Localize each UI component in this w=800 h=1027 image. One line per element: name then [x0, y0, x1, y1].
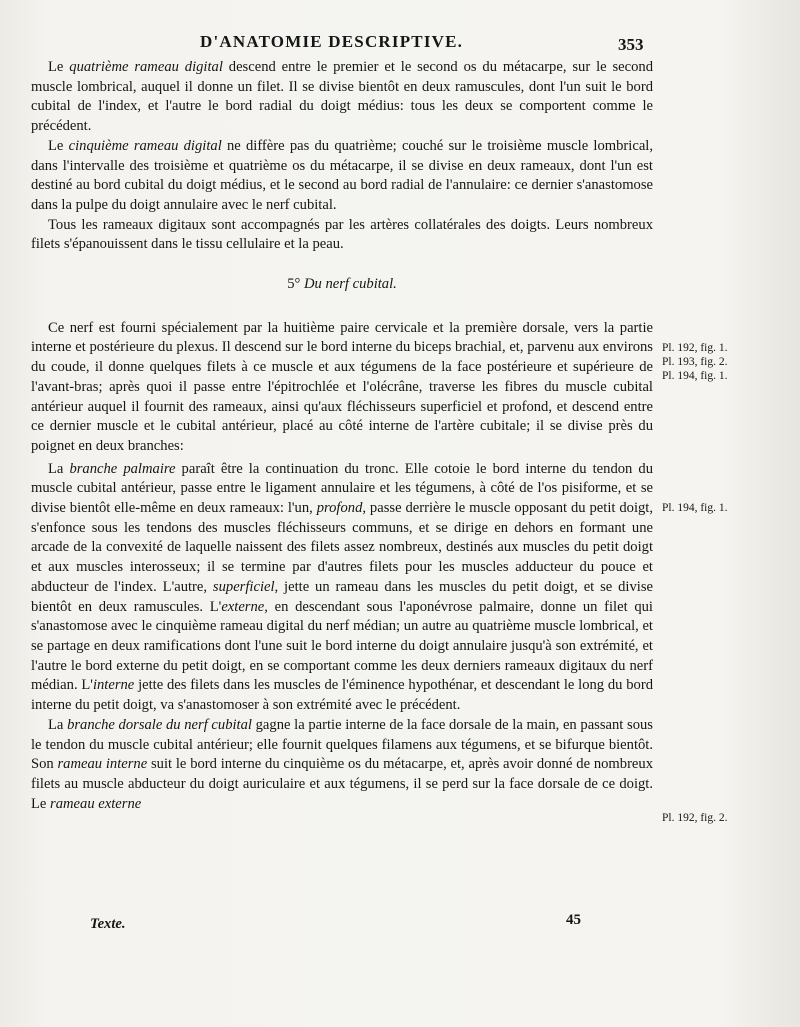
- term-rameau-interne: rameau interne: [57, 756, 148, 773]
- paragraph-cinquieme-rameau: Le cinquième rameau digital ne diffère pas du quatrième; couché sur le troisième muscle lombrical, dans l'intervalle des troisième et quatrième os du métacarpe, il se divise en deux rameaux, dont l'un est destiné au bord cubital du doigt médius, et le second au bord radial de l'annulaire: ce dernier s'anastomose dans la pulpe du doigt annulaire avec le nerf cubital.: [31, 137, 653, 213]
- margin-note: Pl. 194, fig. 1.: [662, 370, 728, 382]
- paragraph-nerf-cubital: Ce nerf est fourni spécialement par la huitième paire cervicale et la première dorsale, vers la partie interne et postérieure du plexus. Il descend sur le bord interne du biceps brachial, et, parvenu aux environs du coude, il donne quelques filets à ce muscle et aux tégumens de la face postérieure et supérieure de l'avant-bras; après quoi il passe entre l'épitrochlée et l'olécrâne, traverse les fibres du muscle cubital antérieur auquel il fournit des rameaux, ainsi qu'aux fléchisseurs superficiel et profond, et descend entre ce dernier muscle et le cubital antérieur, placé au côté interne de l'artère cubitale; il se divise près du poignet en deux branches:: [31, 319, 653, 454]
- term-branche-palmaire: branche palmaire: [69, 460, 176, 477]
- margin-note: Pl. 192, fig. 1.: [662, 342, 728, 354]
- term-interne: interne: [92, 677, 135, 694]
- sheet-number: 45: [566, 912, 581, 928]
- page-number: 353: [618, 35, 644, 54]
- running-head: D'ANATOMIE DESCRIPTIVE.: [200, 32, 464, 51]
- signature-mark: Texte.: [90, 916, 126, 932]
- paragraph-branche-dorsale: La branche dorsale du nerf cubital gagne la partie interne de la face dorsale de la main, en passant sous le tendon du muscle cubital antérieur; elle fournit quelques filamens aux tégumens, et se bifurque bientôt. Son rameau interne suit le bord interne du cinquième os du métacarpe, et, après avoir donné de nombreux filets au muscle abducteur du doigt auriculaire et aux tégumens, il se perd sur la face dorsale de ce doigt. Le rameau externe: [31, 716, 653, 812]
- body-text: [31, 58, 653, 814]
- margin-note: Pl. 194, fig. 1.: [662, 502, 728, 514]
- paragraph-rameaux-digitaux: Tous les rameaux digitaux sont accompagnés par les artères collatérales des doigts. Leurs nombreux filets s'épanouissent dans le tissu cellulaire et la peau.: [31, 216, 653, 253]
- term-quatrieme-rameau: quatrième rameau digital: [69, 59, 223, 75]
- term-rameau-externe: rameau externe: [50, 795, 142, 812]
- term-cinquieme-rameau: cinquième rameau digital: [68, 137, 222, 154]
- margin-note: Pl. 192, fig. 2.: [662, 812, 728, 824]
- section-title: Du nerf cubital.: [303, 276, 397, 293]
- term-profond: profond: [316, 500, 363, 517]
- term-externe: externe: [221, 598, 265, 615]
- paragraph-branche-palmaire: La branche palmaire paraît être la continuation du tronc. Elle cotoie le bord interne du tendon du muscle cubital antérieur, passe entre le ligament annulaire et les tégumens, à côté de l'os pisiforme, et se divise bientôt elle-même en deux rameaux: l'un, profond, passe derrière le muscle opposant du petit doigt, s'enfonce sous les tendons des muscles fléchisseurs communs, et se dirige en dehors en formant une arcade de la convexité de laquelle naissent des filets assez nombreux, destinés aux muscles du petit doigt et aux muscles interosseux; il se termine par d'autres filets pour les muscles adducteur du pouce et abducteur de l'index. L'autre, superficiel, jette un rameau dans les muscles du petit doigt, et se divise bientôt en deux ramuscules. L'externe, en descendant sous l'aponévrose palmaire, donne un filet qui s'anastomose avec le cinquième rameau digital du nerf médian; un autre au quatrième muscle lombrical, et se partage en deux ramifications dont l'une suit le bord interne du doigt annulaire jusqu'à son extrémité, et l'autre le bord externe du petit doigt, en se comportant comme les deux derniers rameaux digitaux du nerf médian. L'interne jette des filets dans les muscles de l'éminence hypothénar, et descendant le long du bord interne du petit doigt, va s'anastomoser à son extrémité avec le précédent.: [31, 460, 654, 714]
- term-superficiel: superficiel: [212, 578, 275, 595]
- section-heading: [31, 275, 653, 295]
- section-number: 5°: [287, 276, 304, 293]
- term-branche-dorsale: branche dorsale du nerf cubital: [67, 716, 252, 733]
- paragraph-quatrieme-rameau: Le quatrième rameau digital descend entre le premier et le second os du métacarpe, sur le second muscle lombrical, auquel il donne un filet. Il se divise bientôt en deux ramuscules, dont l'un suit le bord cubital de l'index, et l'autre le bord radial du doigt médius: tous les deux se comportent comme le précédent.: [31, 59, 653, 135]
- margin-note: Pl. 193, fig. 2.: [662, 356, 728, 368]
